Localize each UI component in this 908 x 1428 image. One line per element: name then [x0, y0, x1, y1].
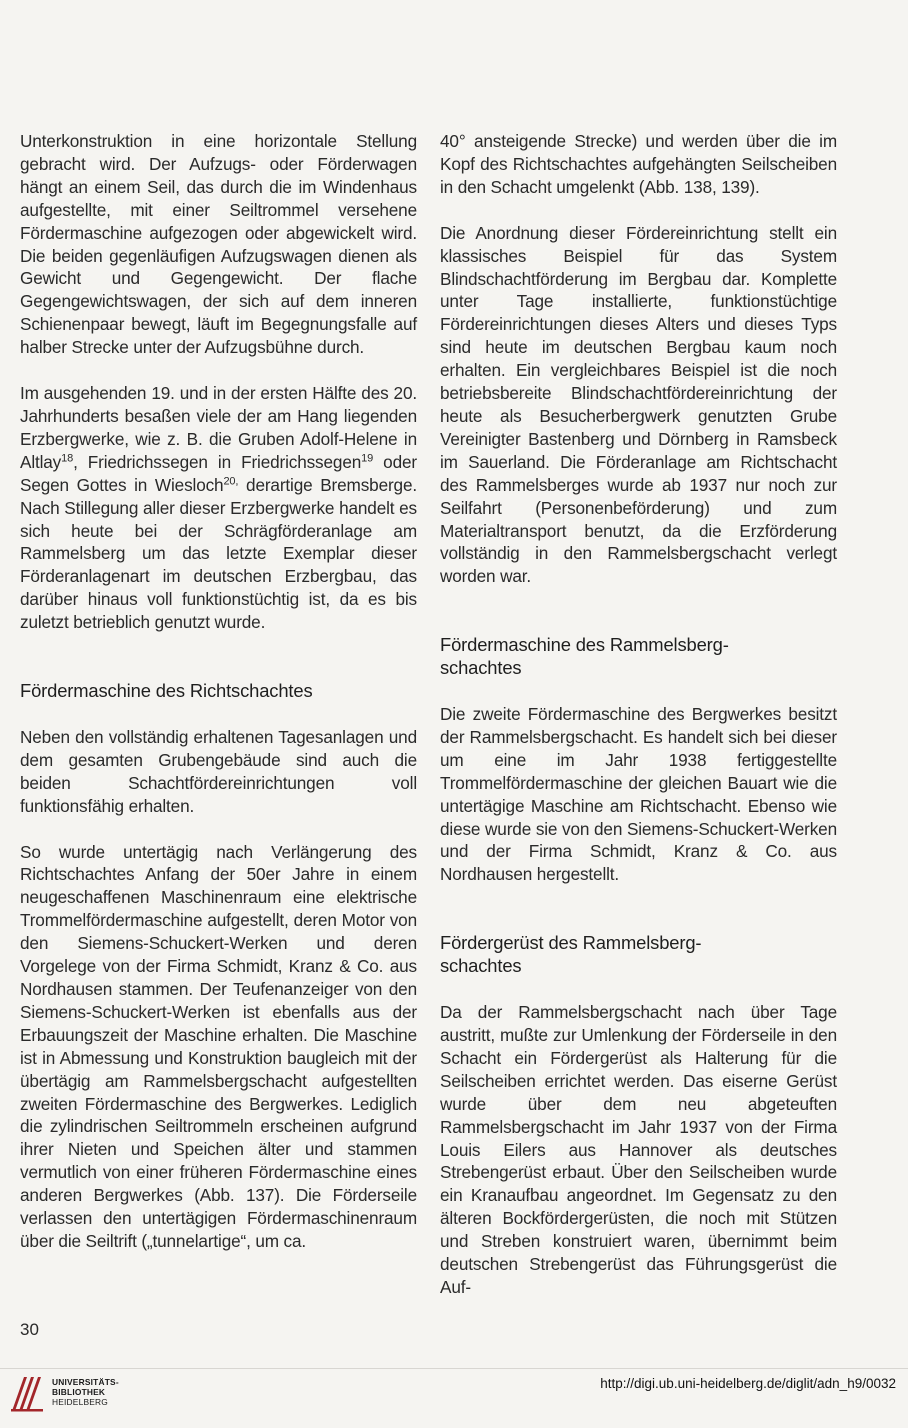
- text-run: oder Segen Gottes in Wiesloch: [20, 451, 417, 495]
- paragraph: 40° ansteigende Strecke) und werden über die im Kopf des Richtschachtes aufgehängten Seilscheiben in den Schacht umgelenkt (Abb. 138, 139).: [440, 131, 837, 197]
- text-run: Im ausgehenden 19. und in der ersten Hälfte des 20. Jahrhunderts besaßen viele der am Hang liegenden Erzbergwerke, wie z. B. die Gruben Adolf-Helene in Altlay: [20, 383, 417, 472]
- institution-line: BIBLIOTHEK: [52, 1387, 106, 1397]
- heading-line: Fördergerüst des Rammelsberg-: [440, 932, 702, 954]
- footnote-ref: 18: [61, 452, 74, 465]
- paragraph: Da der Rammelsbergschacht nach über Tage austritt, mußte zur Umlenkung der Förderseile in den Schacht ein Fördergerüst als Halterung für die Seilscheiben errichtet werden. Das eiserne Gerüst wurde über dem neu abgeteuften Rammelsbergschacht im Jahr 1937 von der Firma Louis Eilers aus Hannover als deutsches Strebengerüst erbaut. Über den Seilscheiben wurde ein Kranaufbau angeordnet. Im Gegensatz zu den älteren Bockfördergerüsten, die noch mit Stützen und Streben konstruiert waren, übernimmt beim deutschen Strebengerüst das Führungsgerüst die Auf-: [440, 1002, 837, 1297]
- heading-line: schachtes: [440, 657, 522, 679]
- footnote-ref: 19: [361, 452, 374, 465]
- institution-line: UNIVERSITÄTS-: [52, 1377, 119, 1387]
- paragraph: So wurde untertägig nach Verlängerung des Richtschachtes Anfang der 50er Jahre in einem neugeschaffenen Maschinenraum eine elektrische Trommelfördermaschine aufgestellt, deren Motor von den Siemens-Schuckert-Werken und deren Vorgelege von der Firma Schmidt, Kranz & Co. aus Nordhausen stammen. Der Teufenanzeiger von den Siemens-Schuckert-Werken ist ebenfalls aus der Erbauungszeit der Maschine erhalten. Die Maschine ist in Abmessung und Konstruktion baugleich mit der übertägig am Rammelsbergschacht aufgestellten zweiten Fördermaschine des Bergwerkes. Lediglich die zylindrischen Seiltrommeln erscheinen aufgrund ihrer Nieten und Speichen älter und stammen vermutlich von einer früheren Fördermaschine eines anderen Bergwerkes (Abb. 137). Die Förderseile verlassen den untertägigen Fördermaschinenraum über die Seiltrift („tunnelartige“, um ca.: [20, 841, 417, 1251]
- source-url-link[interactable]: http://digi.ub.uni-heidelberg.de/diglit/adn_h9/0032: [600, 1376, 896, 1391]
- library-logo-icon[interactable]: [10, 1373, 46, 1413]
- text-run: , Friedrichssegen in Friedrichssegen: [73, 451, 362, 472]
- paragraph-with-footnotes: [20, 382, 417, 634]
- paragraph: Die zweite Fördermaschine des Bergwerkes besitzt der Rammelsbergschacht. Es handelt sich bei dieser um eine im Jahr 1938 fertiggestellte Trommelfördermaschine der gleichen Bauart wie die untertägige Maschine am Richtschacht. Ebenso wie diese wurde sie von den Siemens-Schuckert-Werken und der Firma Schmidt, Kranz & Co. aus Nordhausen hergestellt.: [440, 704, 837, 885]
- heading-line: schachtes: [440, 955, 522, 977]
- heading-line: Fördermaschine des Rammelsberg-: [440, 634, 729, 656]
- section-heading: [440, 932, 837, 978]
- spacer: [440, 886, 837, 932]
- right-column: [440, 130, 837, 1299]
- left-column: [20, 130, 417, 1253]
- institution-line: HEIDELBERG: [52, 1397, 108, 1407]
- section-heading: Fördermaschine des Richtschachtes: [20, 680, 313, 702]
- institution-name: [52, 1377, 119, 1407]
- text-run: derartige Bremsberge. Nach Stillegung aller dieser Erzbergwerke handelt es sich heute bei der Schrägförderanlage am Rammelsberg um das letzte Exemplar dieser Förderanlagenart im deutschen Erzbergbau, das darüber hinaus voll funktionstüchtig ist, da es bis zuletzt betrieblich genutzt wurde.: [20, 474, 417, 633]
- section-heading: [440, 634, 837, 680]
- footer-divider: [0, 1368, 908, 1369]
- footnote-ref: 20,: [223, 474, 239, 487]
- paragraph: Unterkonstruktion in eine horizontale Stellung gebracht wird. Der Aufzugs- oder Förderwagen hängt an einem Seil, das durch die im Windenhaus aufgestellte, mit einer Seiltrommel versehene Fördermaschine aufgezogen oder abgewickelt wird. Die beiden gegenläufigen Aufzugswagen dienen als Gewicht und Gegengewicht. Der flache Gegengewichtswagen, der sich auf dem inneren Schienenpaar bewegt, läuft im Begegnungsfalle auf halber Strecke unter der Aufzugsbühne durch.: [20, 131, 417, 358]
- paragraph: Die Anordnung dieser Fördereinrichtung stellt ein klassisches Beispiel für das System Blindschachtförderung im Bergbau dar. Komplette unter Tage installierte, funktionstüchtige Fördereinrichtungen dieses Alters und dieses Typs sind heute im deutschen Bergbau kaum noch erhalten. Ein vergleichbares Beispiel ist die noch betriebsbereite Blindschachtfördereinrichtung der heute als Besucherbergwerk genutzten Grube Vereinigter Bastenberg und Dörnberg in Ramsbeck im Sauerland. Die Förderanlage am Richtschacht des Rammelsberges wurde ab 1937 nur noch zur Seilfahrt (Personenbeförderung) und zum Materialtransport benutzt, da die Erzförderung vollständig in den Rammelsbergschacht verlegt worden war.: [440, 222, 837, 587]
- page-number: 30: [20, 1320, 39, 1339]
- paragraph: Neben den vollständig erhaltenen Tagesanlagen und dem gesamten Grubengebäude sind auch die beiden Schachtfördereinrichtungen voll funktionsfähig erhalten.: [20, 726, 417, 816]
